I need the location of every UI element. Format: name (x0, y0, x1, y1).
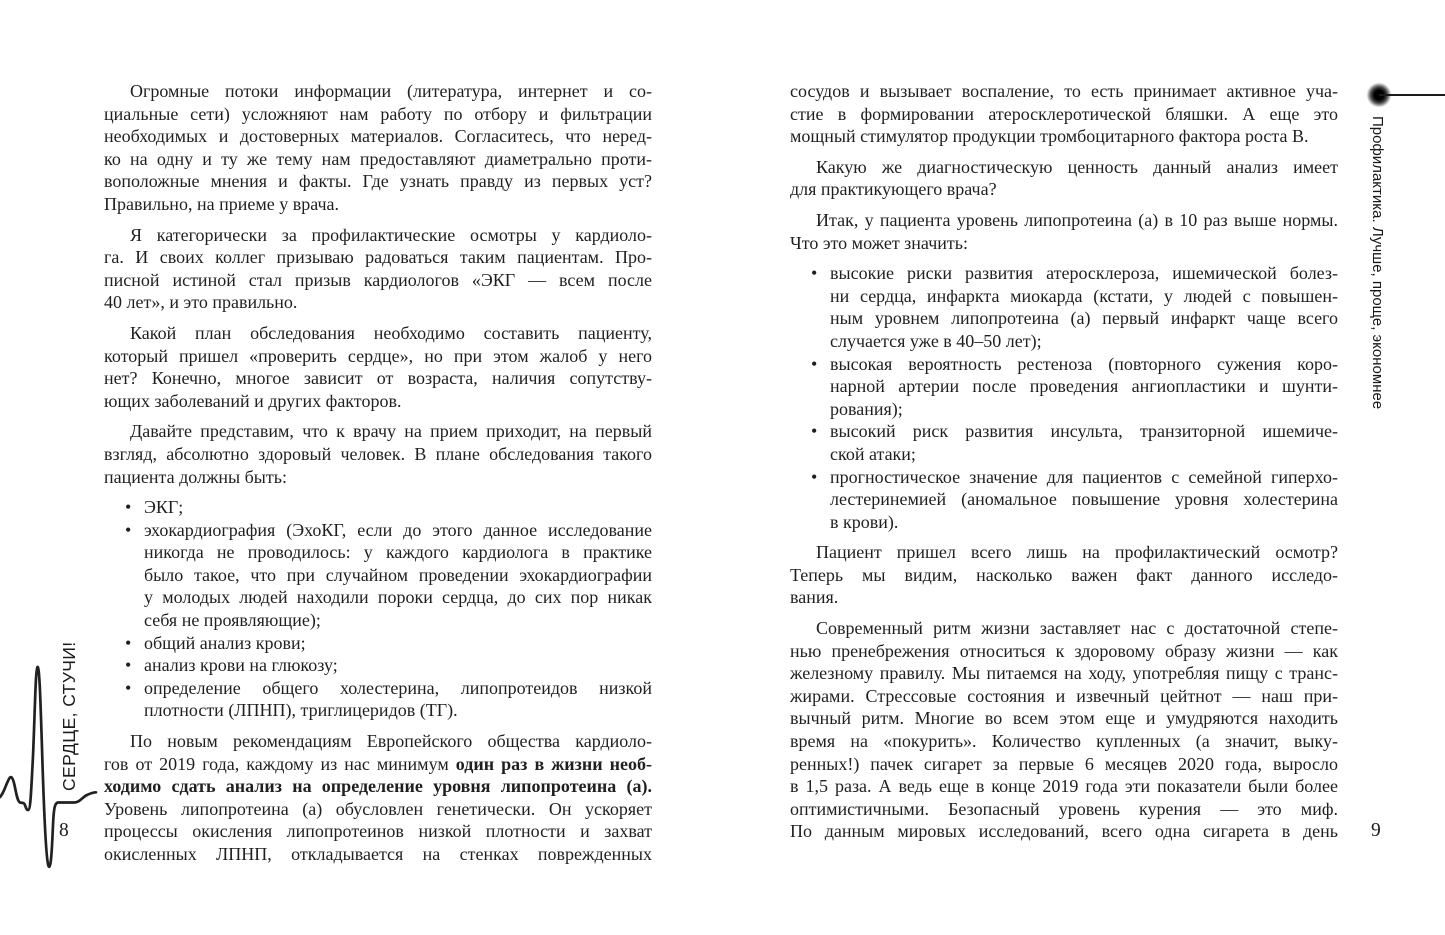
bullet-line (104, 609, 652, 632)
bullet-line (104, 699, 652, 722)
text-line (104, 367, 652, 390)
left-page-text (104, 80, 652, 866)
text-line (104, 775, 652, 798)
chapter-margin-title: Профилактика. Лучше, проще, экономнее (1369, 116, 1386, 410)
text-line (104, 80, 652, 103)
text-line (104, 193, 652, 216)
text-run: определение общего холестерина, липопротеидов низкой (144, 677, 652, 698)
text-line (790, 640, 1338, 663)
text-run: вычный ритм. Многие во всем этом еще и умудряются находить (790, 708, 1338, 729)
bullet-line (104, 564, 652, 587)
text-run: случается уже в 40–50 лет); (830, 330, 1042, 351)
text-run: Я категорически за профилактические осмотры у кардиоло- (130, 224, 652, 245)
text-run: взгляд, абсолютно здоровый человек. В плане обследования такого (104, 443, 652, 464)
paragraph (104, 224, 652, 314)
text-run: пациента должны быть: (104, 466, 287, 487)
text-run: общий анализ крови; (144, 632, 306, 653)
text-run: Уровень липопротеина (а) обусловлен генетически. Он ускоряет (104, 798, 652, 819)
bullet-line (104, 541, 652, 564)
text-line (790, 103, 1338, 126)
text-run: Правильно, на приеме у врача. (104, 193, 340, 214)
text-run: Какую же диагностическую ценность данный анализ имеет (816, 156, 1338, 177)
text-run: необходимых и достоверных материалов. Согласитесь, что неред- (104, 126, 652, 147)
text-line (104, 322, 652, 345)
text-run: Современный ритм жизни заставляет нас с достаточной степе- (816, 618, 1338, 639)
text-run: жирами. Стрессовые состояния и извечный цейтнот — наш при- (790, 685, 1338, 706)
text-run: Итак, у пациента уровень липопротеина (а) в 10 раз выше нормы. (816, 209, 1338, 230)
bullet-line (790, 398, 1338, 421)
text-line (104, 291, 652, 314)
paragraph (790, 80, 1338, 148)
bold-text-run: один раз в жизни необ- (455, 753, 652, 774)
text-line (790, 775, 1338, 798)
paragraph (104, 730, 652, 866)
text-run: себя не проявляющие); (144, 610, 321, 631)
bold-text-run: ходимо сдать анализ на определение уровня липопротеина (а). (104, 776, 652, 797)
text-line (790, 156, 1338, 179)
text-run: анализ крови на глюкозу; (144, 655, 338, 676)
text-run: окисленных ЛПНП, откладывается на стенках поврежденных (104, 844, 652, 864)
text-run: воположные мнения и факты. Где узнать правду из первых уст? (104, 171, 652, 192)
text-line (790, 662, 1338, 685)
bullet-line (790, 443, 1338, 466)
text-line (104, 103, 652, 126)
text-run: в 1,5 раза. А ведь еще в конце 2019 года эти показатели были более (790, 776, 1338, 797)
text-line (790, 586, 1338, 609)
text-run: ской атаки; (830, 443, 916, 464)
text-run: высокие риски развития атеросклероза, ишемической болез- (830, 263, 1338, 284)
bullet-line (104, 632, 652, 655)
text-run: ЭКГ; (144, 497, 184, 518)
text-line (104, 820, 652, 843)
text-run: процессы окисления липопротеинов низкой плотности и захват (104, 821, 652, 842)
text-run: высокая вероятность рестеноза (повторного сужения коро- (830, 353, 1338, 374)
text-run: По новым рекомендациям Европейского общества кардиоло- (130, 731, 652, 752)
text-run: Огромные потоки информации (литература, интернет и со- (130, 81, 652, 101)
text-line (104, 443, 652, 466)
text-line (790, 685, 1338, 708)
text-run: прогностическое значение для пациентов с семейной гиперхо- (830, 466, 1338, 487)
text-line (790, 730, 1338, 753)
text-line (790, 80, 1338, 103)
spine-title: СЕРДЦЕ, СТУЧИ! (59, 641, 79, 791)
bullet-icon: • (125, 519, 132, 540)
text-line (104, 420, 652, 443)
text-line (104, 390, 652, 413)
text-line (790, 564, 1338, 587)
text-run: стие в формировании атеросклеротической бляшки. А еще это (790, 103, 1338, 124)
bullet-line (790, 285, 1338, 308)
paragraph (790, 209, 1338, 254)
text-run: га. И своих коллег призываю радоваться таким пациентам. Про- (104, 247, 652, 268)
ecg-waveform-icon (0, 640, 102, 935)
text-line (790, 232, 1338, 255)
page-number-right: 9 (1371, 820, 1381, 841)
text-run: вания. (790, 587, 839, 608)
bullet-line (790, 466, 1338, 489)
bullet-icon: • (811, 466, 818, 487)
text-run: ко на одну и ту же тему нам предоставляют диаметрально проти- (104, 148, 652, 169)
text-line (790, 541, 1338, 564)
page-number-left: 8 (59, 820, 69, 841)
text-run: было такое, что при случайном проведении эхокардиографии (144, 564, 652, 585)
text-run: Какой план обследования необходимо составить пациенту, (130, 322, 652, 343)
bullet-icon: • (125, 677, 132, 698)
bullet-line (790, 330, 1338, 353)
text-run: ным уровнем липопротеина (а) первый инфаркт чаще всего (830, 308, 1338, 329)
text-line (790, 209, 1338, 232)
paragraph (790, 156, 1338, 201)
bullet-line (790, 375, 1338, 398)
bullet-line (104, 519, 652, 542)
bullet-icon: • (125, 655, 132, 676)
text-line (104, 345, 652, 368)
text-run: плотности (ЛПНП), триглицеридов (ТГ). (144, 700, 458, 721)
text-line (104, 269, 652, 292)
text-run: в крови). (830, 511, 899, 532)
text-line (104, 730, 652, 753)
text-run: Давайте представим, что к врачу на прием приходит, на первый (130, 421, 652, 442)
text-line (790, 820, 1338, 843)
text-run: нарной артерии после проведения ангиопластики и шунти- (830, 376, 1338, 397)
text-run: который пришел «проверить сердце», но при этом жалоб у него (104, 345, 652, 366)
text-run: ни сердца, инфаркта миокарда (кстати, у людей с повышен- (830, 285, 1338, 306)
text-line (790, 617, 1338, 640)
text-run: оптимистичными. Безопасный уровень курения — это миф. (790, 798, 1338, 819)
text-run: эхокардиография (ЭхоКГ, если до этого данное исследование (144, 519, 652, 540)
bullet-line (790, 488, 1338, 511)
text-line (104, 753, 652, 776)
text-line (104, 246, 652, 269)
text-run: у молодых людей находили пороки сердца, до сих пор никак (144, 587, 652, 608)
bullet-line (790, 420, 1338, 443)
bullet-line (104, 496, 652, 519)
text-line (104, 798, 652, 821)
text-run: никогда не проводилось: у каждого кардиолога в практике (144, 542, 652, 563)
paragraph (104, 80, 652, 216)
section-marker-rule (1379, 94, 1445, 96)
text-run: время на «покурить». Количество купленных (а значит, выку- (790, 731, 1338, 752)
paragraph (790, 617, 1338, 843)
bullet-list (790, 262, 1338, 533)
paragraph (104, 420, 652, 488)
text-run: Пациент пришел всего лишь на профилактический осмотр? (816, 542, 1338, 563)
text-run: железному правилу. Мы питаемся на ходу, употребляя пищу с транс- (790, 663, 1338, 684)
text-run: нью пренебрежения относиться к здоровому образу жизни — как (790, 640, 1338, 661)
text-run: гов от 2019 года, каждому из нас минимум (104, 753, 456, 774)
bullet-icon: • (811, 353, 818, 374)
text-run: нет? Конечно, многое зависит от возраста, наличия сопутству- (104, 368, 652, 389)
paragraph (790, 541, 1338, 609)
right-page-text (790, 80, 1338, 843)
bullet-icon: • (811, 263, 818, 284)
text-line (104, 466, 652, 489)
text-run: лестеринемией (аномальное повышение уровня холестерина (830, 489, 1338, 510)
text-run: высокий риск развития инсульта, транзиторной ишемиче- (830, 421, 1338, 442)
bullet-line (790, 262, 1338, 285)
text-run: Что это может значить: (790, 232, 968, 253)
text-run: Теперь мы видим, насколько важен факт данного исследо- (790, 564, 1338, 585)
text-run: писной истиной стал призыв кардиологов «ЭКГ — всем после (104, 269, 652, 290)
text-line (790, 707, 1338, 730)
bullet-line (790, 353, 1338, 376)
text-run: ющих заболеваний и других факторов. (104, 390, 402, 411)
text-run: рования); (830, 398, 903, 419)
text-run: сосудов и вызывает воспаление, то есть принимает активное уча- (790, 81, 1338, 101)
text-run: 40 лет», и это правильно. (104, 292, 298, 313)
text-line (790, 178, 1338, 201)
bullet-icon: • (811, 421, 818, 442)
text-run: для практикующего врача? (790, 179, 997, 200)
paragraph (104, 322, 652, 412)
bullet-icon: • (125, 497, 132, 518)
bullet-line (790, 511, 1338, 534)
text-line (104, 148, 652, 171)
text-line (790, 798, 1338, 821)
text-line (104, 125, 652, 148)
bullet-line (104, 586, 652, 609)
text-run: ренных!) пачек сигарет за первые 6 месяцев 2020 года, выросло (790, 753, 1338, 774)
text-run: По данным мировых исследований, всего одна сигарета в день (790, 821, 1338, 842)
text-line (104, 843, 652, 866)
text-line (790, 125, 1338, 148)
bullet-icon: • (125, 632, 132, 653)
bullet-list (104, 496, 652, 722)
text-line (104, 170, 652, 193)
bullet-line (104, 677, 652, 700)
text-run: циальные сети) усложняют нам работу по отбору и фильтрации (104, 103, 652, 124)
text-line (790, 753, 1338, 776)
text-run: мощный стимулятор продукции тромбоцитарного фактора роста В. (790, 126, 1309, 147)
text-line (104, 224, 652, 247)
bullet-line (790, 307, 1338, 330)
bullet-line (104, 654, 652, 677)
